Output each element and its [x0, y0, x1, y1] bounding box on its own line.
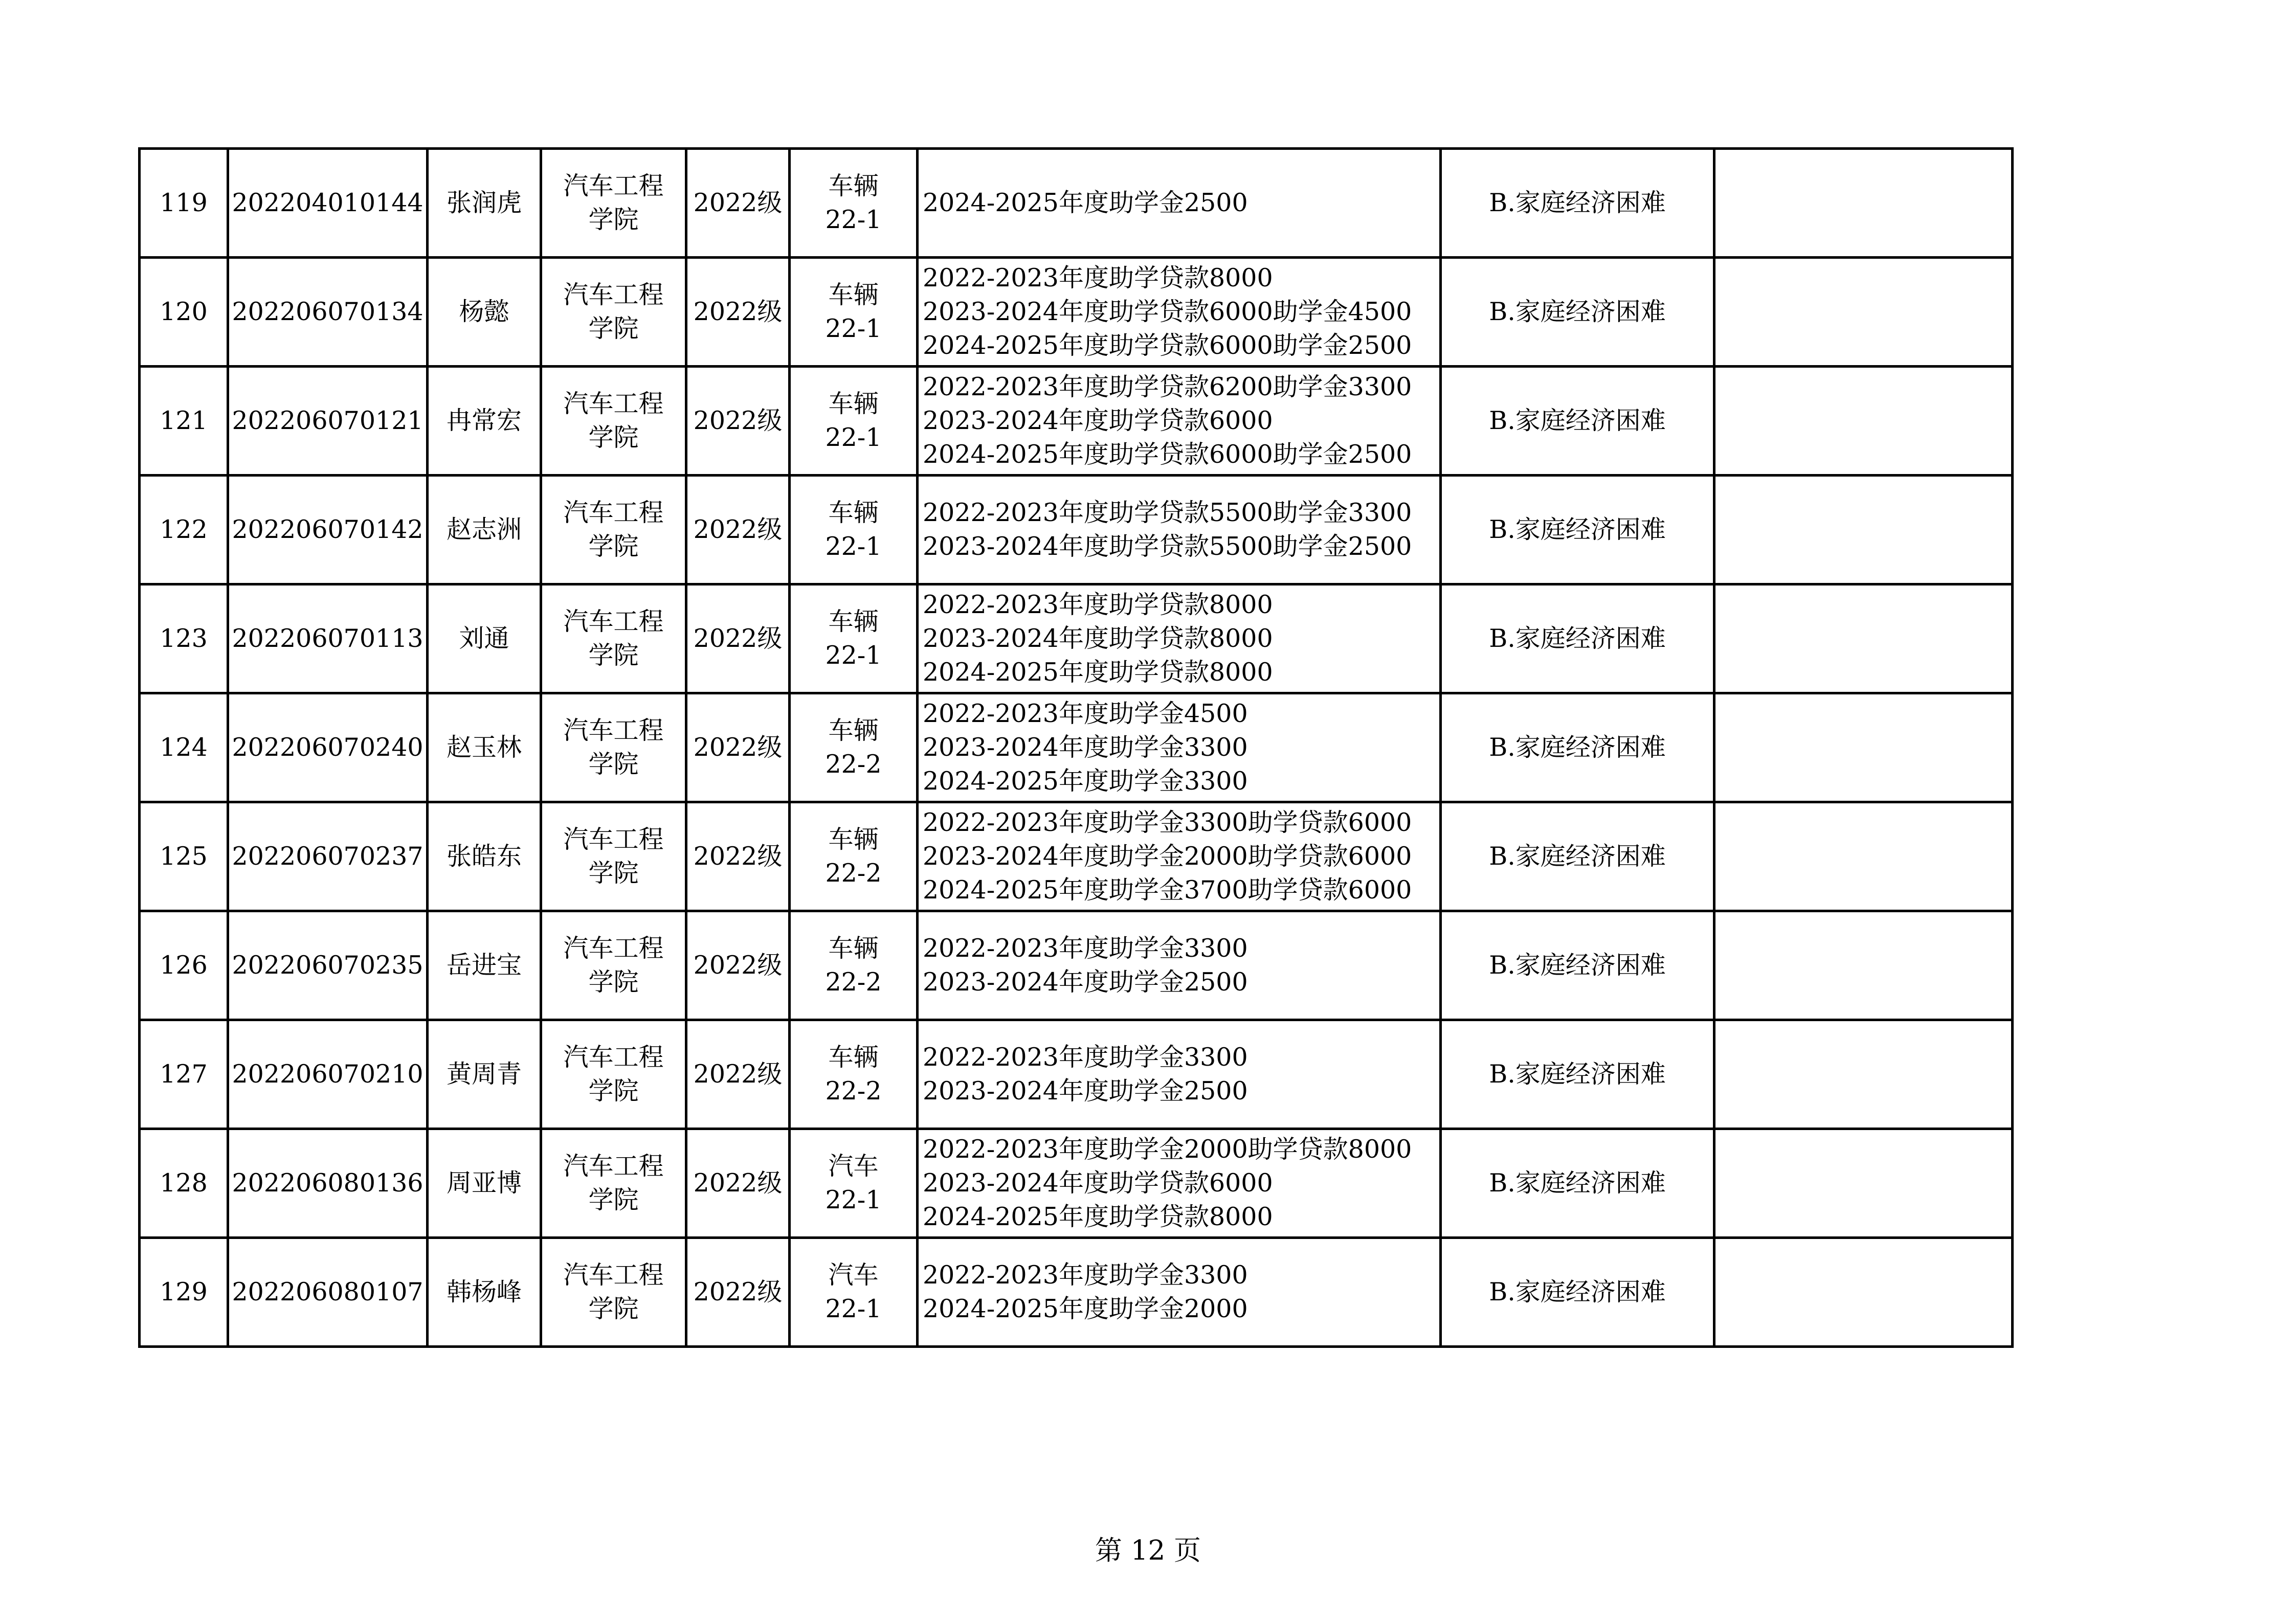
aid-history-cell: [918, 149, 1441, 258]
difficulty-category-cell: B.家庭经济困难: [1441, 802, 1714, 911]
college-line: 汽车工程: [563, 171, 664, 200]
college-cell: [541, 1129, 686, 1238]
student-id-cell: 202206070240: [228, 693, 428, 802]
class-line: 22-2: [825, 1076, 882, 1106]
class-cell: [790, 1129, 918, 1238]
aid-history-cell: [918, 367, 1441, 476]
row-number-cell: 120: [140, 258, 228, 367]
student-name-cell: 黄周青: [428, 1020, 541, 1129]
aid-history-line: 2024-2025年度助学贷款8000: [923, 1202, 1273, 1231]
row-number-cell: 127: [140, 1020, 228, 1129]
class-line: 车辆: [828, 1043, 879, 1072]
class-cell: [790, 258, 918, 367]
class-line: 22-1: [825, 1294, 882, 1323]
class-line: 车辆: [828, 280, 879, 309]
aid-history-line: 2023-2024年度助学金2500: [923, 1076, 1248, 1106]
college-line: 汽车工程: [563, 825, 664, 854]
college-cell: [541, 693, 686, 802]
aid-history-line: 2023-2024年度助学贷款6000: [923, 406, 1273, 435]
college-line: 汽车工程: [563, 1043, 664, 1072]
aid-history-line: 2022-2023年度助学金4500: [923, 699, 1248, 728]
remark-cell: [1714, 693, 2013, 802]
aid-history-cell: [918, 693, 1441, 802]
student-id-cell: 202206070237: [228, 802, 428, 911]
college-line: 汽车工程: [563, 934, 664, 963]
college-cell: [541, 258, 686, 367]
college-cell: [541, 367, 686, 476]
aid-history-line: 2023-2024年度助学贷款5500助学金2500: [923, 532, 1412, 561]
remark-cell: [1714, 1020, 2013, 1129]
aid-history-line: 2024-2025年度助学金3700助学贷款6000: [923, 875, 1412, 905]
class-cell: [790, 584, 918, 693]
table-row: [140, 476, 2013, 584]
student-id-cell: 202206070142: [228, 476, 428, 584]
college-line: 学院: [588, 314, 639, 343]
aid-history-line: 2023-2024年度助学金2000助学贷款6000: [923, 842, 1412, 871]
grade-cell: 2022级: [686, 1020, 790, 1129]
aid-history-line: 2022-2023年度助学贷款8000: [923, 263, 1273, 292]
table-row: [140, 911, 2013, 1020]
aid-history-line: 2023-2024年度助学金2500: [923, 967, 1248, 997]
class-line: 22-2: [825, 750, 882, 779]
remark-cell: [1714, 149, 2013, 258]
table-row: [140, 258, 2013, 367]
college-line: 汽车工程: [563, 716, 664, 745]
class-line: 22-1: [825, 314, 882, 343]
grade-cell: 2022级: [686, 584, 790, 693]
student-id-cell: 202206070210: [228, 1020, 428, 1129]
student-name-cell: 张皓东: [428, 802, 541, 911]
college-line: 汽车工程: [563, 1260, 664, 1290]
college-line: 学院: [588, 750, 639, 779]
row-number-cell: 129: [140, 1238, 228, 1347]
class-cell: [790, 149, 918, 258]
row-number-cell: 123: [140, 584, 228, 693]
grade-cell: 2022级: [686, 1238, 790, 1347]
class-cell: [790, 911, 918, 1020]
difficulty-category-cell: B.家庭经济困难: [1441, 1020, 1714, 1129]
grade-cell: 2022级: [686, 476, 790, 584]
aid-history-cell: [918, 258, 1441, 367]
grade-cell: 2022级: [686, 693, 790, 802]
student-name-cell: 冉常宏: [428, 367, 541, 476]
class-line: 22-1: [825, 641, 882, 670]
aid-history-line: 2024-2025年度助学贷款6000助学金2500: [923, 331, 1412, 360]
remark-cell: [1714, 911, 2013, 1020]
class-line: 车辆: [828, 389, 879, 418]
difficulty-category-cell: B.家庭经济困难: [1441, 258, 1714, 367]
table-row: [140, 367, 2013, 476]
class-line: 22-1: [825, 1185, 882, 1214]
college-line: 汽车工程: [563, 389, 664, 418]
aid-history-line: 2024-2025年度助学贷款8000: [923, 658, 1273, 687]
aid-history-line: 2022-2023年度助学金2000助学贷款8000: [923, 1135, 1412, 1164]
difficulty-category-cell: B.家庭经济困难: [1441, 584, 1714, 693]
aid-history-cell: [918, 911, 1441, 1020]
college-line: 学院: [588, 859, 639, 888]
difficulty-category-cell: B.家庭经济困难: [1441, 367, 1714, 476]
aid-history-cell: [918, 584, 1441, 693]
difficulty-category-cell: B.家庭经济困难: [1441, 911, 1714, 1020]
student-name-cell: 杨懿: [428, 258, 541, 367]
student-name-cell: 张润虎: [428, 149, 541, 258]
student-name-cell: 韩杨峰: [428, 1238, 541, 1347]
grade-cell: 2022级: [686, 802, 790, 911]
college-line: 学院: [588, 205, 639, 234]
remark-cell: [1714, 1129, 2013, 1238]
aid-history-line: 2023-2024年度助学贷款6000助学金4500: [923, 297, 1412, 326]
college-cell: [541, 584, 686, 693]
college-cell: [541, 1020, 686, 1129]
college-line: 学院: [588, 1294, 639, 1323]
remark-cell: [1714, 258, 2013, 367]
college-cell: [541, 149, 686, 258]
class-line: 车辆: [828, 716, 879, 745]
row-number-cell: 122: [140, 476, 228, 584]
college-line: 学院: [588, 532, 639, 561]
page-number: 第 12 页: [1095, 1535, 1201, 1566]
class-line: 汽车: [828, 1152, 879, 1181]
class-line: 22-2: [825, 859, 882, 888]
class-cell: [790, 802, 918, 911]
student-name-cell: 刘通: [428, 584, 541, 693]
class-cell: [790, 1238, 918, 1347]
aid-history-cell: [918, 1020, 1441, 1129]
aid-history-line: 2022-2023年度助学金3300: [923, 934, 1248, 963]
row-number-cell: 119: [140, 149, 228, 258]
student-aid-table: [138, 147, 2014, 1348]
table-row: [140, 693, 2013, 802]
aid-history-line: 2022-2023年度助学贷款5500助学金3300: [923, 498, 1412, 527]
difficulty-category-cell: B.家庭经济困难: [1441, 1238, 1714, 1347]
student-id-cell: 202206080136: [228, 1129, 428, 1238]
college-line: 汽车工程: [563, 280, 664, 309]
aid-history-line: 2023-2024年度助学贷款6000: [923, 1168, 1273, 1198]
student-id-cell: 202206070121: [228, 367, 428, 476]
aid-history-line: 2022-2023年度助学金3300: [923, 1043, 1248, 1072]
table-row: [140, 1129, 2013, 1238]
table-row: [140, 1238, 2013, 1347]
college-line: 汽车工程: [563, 498, 664, 527]
college-cell: [541, 476, 686, 584]
college-cell: [541, 911, 686, 1020]
difficulty-category-cell: B.家庭经济困难: [1441, 149, 1714, 258]
grade-cell: 2022级: [686, 367, 790, 476]
aid-history-line: 2023-2024年度助学金3300: [923, 733, 1248, 762]
remark-cell: [1714, 1238, 2013, 1347]
table-row: [140, 149, 2013, 258]
college-line: 汽车工程: [563, 607, 664, 636]
aid-history-line: 2024-2025年度助学贷款6000助学金2500: [923, 440, 1412, 469]
difficulty-category-cell: B.家庭经济困难: [1441, 476, 1714, 584]
grade-cell: 2022级: [686, 1129, 790, 1238]
aid-history-line: 2023-2024年度助学贷款8000: [923, 624, 1273, 653]
college-cell: [541, 802, 686, 911]
college-line: 学院: [588, 423, 639, 452]
class-cell: [790, 693, 918, 802]
grade-cell: 2022级: [686, 258, 790, 367]
student-name-cell: 赵玉林: [428, 693, 541, 802]
aid-history-cell: [918, 802, 1441, 911]
student-id-cell: 202206070134: [228, 258, 428, 367]
aid-history-cell: [918, 1129, 1441, 1238]
student-id-cell: 202206080107: [228, 1238, 428, 1347]
grade-cell: 2022级: [686, 149, 790, 258]
student-id-cell: 202206070235: [228, 911, 428, 1020]
college-cell: [541, 1238, 686, 1347]
aid-history-line: 2024-2025年度助学金2500: [923, 188, 1248, 217]
student-name-cell: 赵志洲: [428, 476, 541, 584]
difficulty-category-cell: B.家庭经济困难: [1441, 693, 1714, 802]
table-row: [140, 1020, 2013, 1129]
aid-history-cell: [918, 1238, 1441, 1347]
remark-cell: [1714, 476, 2013, 584]
aid-history-line: 2022-2023年度助学贷款8000: [923, 590, 1273, 619]
aid-history-line: 2024-2025年度助学金3300: [923, 767, 1248, 796]
college-line: 汽车工程: [563, 1152, 664, 1181]
table-body: [140, 149, 2013, 1347]
table-row: [140, 802, 2013, 911]
class-line: 车辆: [828, 825, 879, 854]
student-name-cell: 周亚博: [428, 1129, 541, 1238]
difficulty-category-cell: B.家庭经济困难: [1441, 1129, 1714, 1238]
aid-history-line: 2022-2023年度助学金3300助学贷款6000: [923, 808, 1412, 837]
class-line: 22-2: [825, 967, 882, 997]
class-line: 车辆: [828, 934, 879, 963]
student-id-cell: 202206070113: [228, 584, 428, 693]
aid-history-line: 2022-2023年度助学金3300: [923, 1260, 1248, 1290]
class-line: 22-1: [825, 532, 882, 561]
remark-cell: [1714, 367, 2013, 476]
class-line: 22-1: [825, 205, 882, 234]
class-line: 汽车: [828, 1260, 879, 1290]
student-name-cell: 岳进宝: [428, 911, 541, 1020]
aid-history-line: 2024-2025年度助学金2000: [923, 1294, 1248, 1323]
class-line: 车辆: [828, 607, 879, 636]
row-number-cell: 128: [140, 1129, 228, 1238]
remark-cell: [1714, 802, 2013, 911]
table-row: [140, 584, 2013, 693]
class-line: 22-1: [825, 423, 882, 452]
class-cell: [790, 367, 918, 476]
aid-history-cell: [918, 476, 1441, 584]
class-line: 车辆: [828, 171, 879, 200]
row-number-cell: 126: [140, 911, 228, 1020]
row-number-cell: 125: [140, 802, 228, 911]
remark-cell: [1714, 584, 2013, 693]
class-line: 车辆: [828, 498, 879, 527]
college-line: 学院: [588, 1185, 639, 1214]
class-cell: [790, 1020, 918, 1129]
college-line: 学院: [588, 967, 639, 997]
row-number-cell: 124: [140, 693, 228, 802]
college-line: 学院: [588, 641, 639, 670]
row-number-cell: 121: [140, 367, 228, 476]
class-cell: [790, 476, 918, 584]
student-id-cell: 202204010144: [228, 149, 428, 258]
aid-history-line: 2022-2023年度助学贷款6200助学金3300: [923, 372, 1412, 401]
college-line: 学院: [588, 1076, 639, 1106]
grade-cell: 2022级: [686, 911, 790, 1020]
